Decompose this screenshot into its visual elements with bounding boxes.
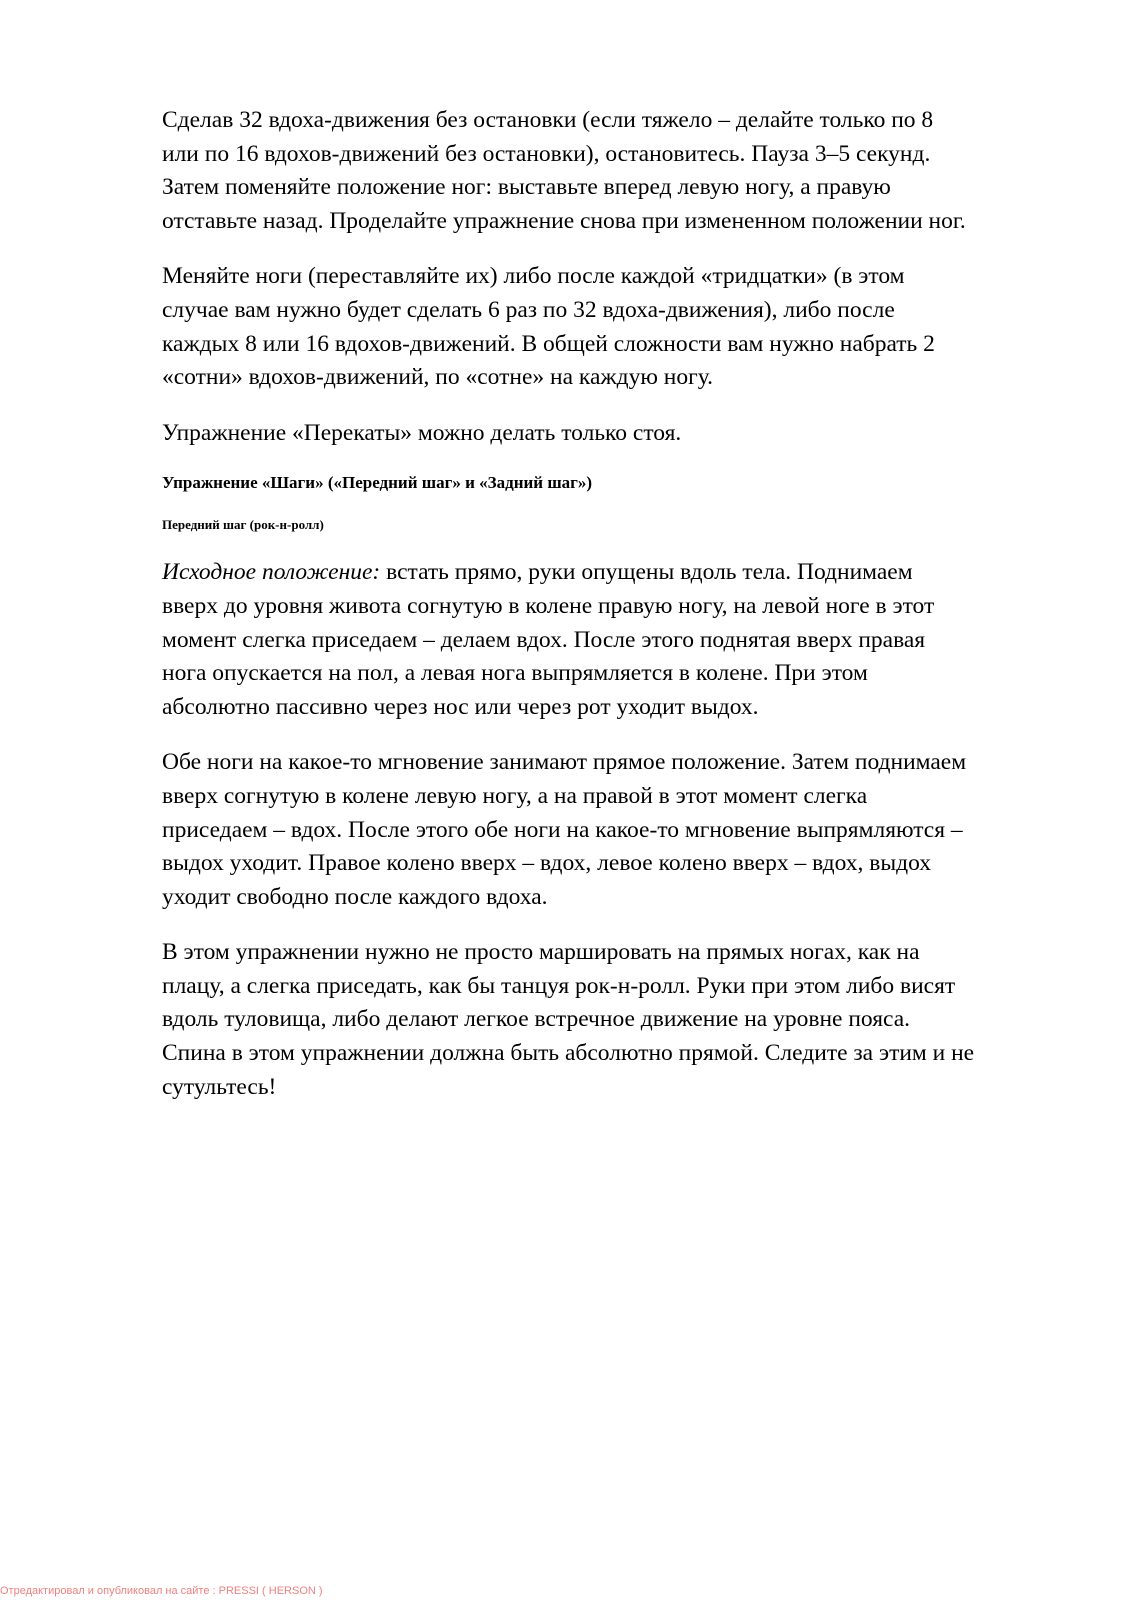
paragraph-pause-change-legs: Сделав 32 вдоха-движения без остановки (если тяжело – делайте только по 8 или по 16 вдохов-движений без остановки), остановитесь. Пауза 3–5 секунд. Затем поменяйте положение ног: выставьте вперед левую ногу, а правую отставьте назад. Проделайте упражнение снова при измененном положении ног. [162, 107, 966, 234]
paragraph-starting-position [162, 556, 1062, 724]
subsection-heading-front-step: Передний шаг (рок-н-ролл) [162, 517, 324, 533]
paragraph-rock-n-roll: В этом упражнении нужно не просто маршировать на прямых ногах, как на плацу, а слегка приседать, как бы танцуя рок-н-ролл. Руки при этом либо висят вдоль туловища, либо делают легкое встречное движение на уровне пояса. Спина в этом упражнении должна быть абсолютно прямой. Следите за этим и не сутультесь! [162, 939, 975, 1100]
footer-credit: Отредактировал и опубликовал на сайте : PRESSI ( HERSON ) [0, 1585, 323, 1597]
section-heading-steps: Упражнение «Шаги» («Передний шаг» и «Задний шаг») [162, 473, 593, 493]
document-body [162, 104, 1062, 1126]
paragraph-both-legs: Обе ноги на какое-то мгновение занимают прямое положение. Затем поднимаем вверх согнутую в колене левую ногу, а на правой в этот момент слегка приседаем – вдох. После этого обе ноги на какое-то мгновение выпрямляются – выдох уходит. Правое колено вверх – вдох, левое колено вверх – вдох, выдох уходит свободно после каждого вдоха. [162, 749, 967, 910]
paragraph-switch-legs: Меняйте ноги (переставляйте их) либо после каждой «тридцатки» (в этом случае вам нужно будет сделать 6 раз по 32 вдоха-движения), либо после каждых 8 или 16 вдохов-движений. В общей сложности вам нужно набрать 2 «сотни» вдохов-движений, по «сотне» на каждую ногу. [162, 263, 935, 391]
paragraph-standing-only: Упражнение «Перекаты» можно делать только стоя. [162, 419, 682, 446]
starting-position-label: Исходное положение: [162, 559, 381, 586]
starting-position-text: встать прямо, руки опущены вдоль тела. Поднимаем вверх до уровня живота согнутую в колене правую ногу, на левой ноге в этот момент слегка приседаем – делаем вдох. После этого поднятая вверх правая нога опускается на пол, а левая нога выпрямляется в колене. При этом абсолютно пассивно через нос или через рот уходит выдох. [162, 559, 935, 720]
